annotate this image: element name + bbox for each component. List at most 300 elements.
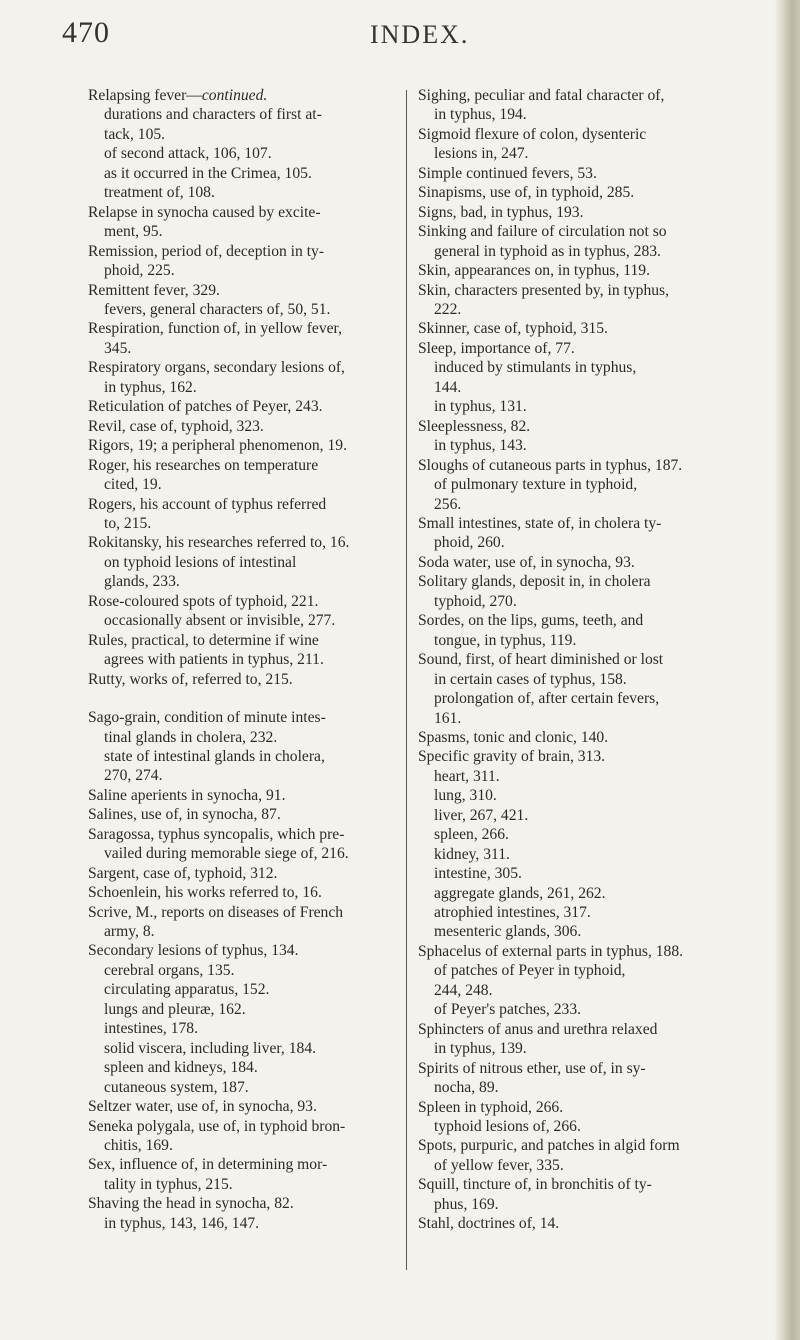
index-entry — [88, 1194, 406, 1213]
index-text: in typhus, 194. — [434, 106, 527, 124]
index-entry — [88, 961, 406, 980]
index-heading-line — [88, 203, 406, 222]
index-entry — [88, 358, 406, 397]
index-column-left — [88, 86, 406, 1233]
index-subentry-line — [418, 144, 763, 163]
index-text: Soda water, use of, in synocha, 93. — [418, 553, 635, 571]
index-text: in typhus, 131. — [434, 398, 527, 416]
index-text: Respiratory organs, secondary lesions of, — [88, 359, 345, 377]
index-text: Relapsing fever— — [88, 87, 202, 104]
index-heading-line — [88, 1117, 406, 1136]
index-text: Remittent fever, 329. — [88, 281, 220, 299]
index-text: Sargent, case of, typhoid, 312. — [88, 864, 278, 882]
index-text: typhoid, 270. — [434, 592, 517, 610]
index-text: Sleep, importance of, 77. — [418, 339, 575, 357]
index-entry — [418, 825, 763, 844]
index-text: circulating apparatus, 152. — [104, 981, 270, 999]
index-entry — [88, 631, 406, 670]
index-subentry-line — [88, 144, 406, 163]
index-heading-line — [418, 417, 763, 436]
index-subentry-line — [418, 1156, 763, 1175]
index-entry — [88, 980, 406, 999]
index-subentry-line — [88, 378, 406, 397]
index-entry — [418, 884, 763, 903]
index-text: fevers, general characters of, 50, 51. — [104, 300, 331, 318]
page-edge — [774, 0, 800, 1340]
index-text: in typhus, 143. — [434, 437, 527, 455]
index-entry — [418, 436, 763, 455]
index-text: typhoid lesions of, 266. — [434, 1118, 581, 1136]
index-heading-line — [88, 805, 406, 824]
index-subentry-line — [418, 670, 763, 689]
index-text: Salines, use of, in synocha, 87. — [88, 806, 281, 824]
index-subentry-line — [418, 631, 763, 650]
index-heading-line — [418, 650, 763, 669]
index-entry — [418, 281, 763, 320]
index-text: Squill, tincture of, in bronchitis of ty- — [418, 1176, 652, 1194]
index-text: Sago-grain, condition of minute intes- — [88, 709, 326, 727]
index-heading-line — [88, 1155, 406, 1174]
index-heading-line — [88, 708, 406, 727]
index-entry — [88, 495, 406, 534]
index-subentry-line — [88, 1000, 406, 1019]
index-subentry-line — [418, 922, 763, 941]
index-entry — [418, 1136, 763, 1175]
index-text: aggregate glands, 261, 262. — [434, 884, 606, 902]
index-heading-line — [418, 183, 763, 202]
index-subentry-line — [418, 786, 763, 805]
index-entry — [88, 670, 406, 689]
index-heading-line — [418, 125, 763, 144]
index-text: in typhus, 139. — [434, 1040, 527, 1058]
index-text: Secondary lesions of typhus, 134. — [88, 942, 299, 960]
index-text: Relapse in synocha caused by excite- — [88, 203, 321, 221]
index-text: Sighing, peculiar and fatal character of, — [418, 87, 665, 104]
index-entry — [88, 1058, 406, 1077]
index-subentry-line — [418, 358, 763, 377]
index-text: tinal glands in cholera, 232. — [104, 728, 278, 746]
index-subentry-line — [418, 397, 763, 416]
index-subentry-line — [418, 961, 763, 980]
index-text: phoid, 260. — [434, 534, 505, 552]
index-entry — [88, 786, 406, 805]
index-subentry-line — [418, 1078, 763, 1097]
index-entry — [88, 825, 406, 864]
index-text: Small intestines, state of, in cholera ty- — [418, 514, 662, 532]
index-heading-line — [88, 786, 406, 805]
index-subentry-line — [88, 183, 406, 202]
index-subentry-line — [418, 884, 763, 903]
index-heading-line — [418, 86, 763, 105]
index-entry — [418, 572, 763, 611]
index-entry — [88, 203, 406, 242]
index-entry — [418, 183, 763, 202]
index-heading-line — [418, 572, 763, 591]
index-text: of pulmonary texture in typhoid, — [434, 476, 638, 494]
index-heading-line — [88, 495, 406, 514]
index-subentry-line — [88, 261, 406, 280]
index-entry — [88, 533, 406, 552]
index-text: mesenteric glands, 306. — [434, 923, 582, 941]
index-heading-line — [418, 514, 763, 533]
index-text: Respiration, function of, in yellow fever, — [88, 320, 343, 338]
index-text: prolongation of, after certain fevers, — [434, 690, 660, 708]
index-text: Spasms, tonic and clonic, 140. — [418, 728, 609, 746]
index-entry — [88, 805, 406, 824]
index-entry — [418, 806, 763, 825]
index-text: glands, 233. — [104, 573, 180, 591]
index-text: kidney, 311. — [434, 845, 510, 863]
index-text: Skin, characters presented by, in typhus, — [418, 281, 670, 299]
index-text: cutaneous system, 187. — [104, 1078, 249, 1096]
index-subentry-line — [418, 436, 763, 455]
index-text: occasionally absent or invisible, 277. — [104, 612, 336, 630]
index-heading-line — [418, 1214, 763, 1233]
running-title: INDEX. — [370, 20, 470, 49]
index-subentry-line — [418, 903, 763, 922]
index-subentry-line — [88, 125, 406, 144]
index-text: Roger, his researches on temperature — [88, 456, 319, 474]
index-heading-line — [418, 281, 763, 300]
index-heading-line — [418, 456, 763, 475]
index-text: induced by stimulants in typhus, — [434, 359, 637, 377]
index-text: 144. — [434, 378, 462, 396]
index-subentry-line — [88, 514, 406, 533]
index-subentry-line — [88, 300, 406, 319]
index-heading-line — [88, 281, 406, 300]
index-entry — [88, 1078, 406, 1097]
index-subentry-line — [88, 844, 406, 863]
index-entry — [418, 611, 763, 650]
index-heading-line — [88, 1194, 406, 1213]
index-text: as it occurred in the Crimea, 105. — [104, 164, 312, 182]
index-heading-line — [88, 864, 406, 883]
index-entry — [418, 1059, 763, 1098]
index-subentry-line — [418, 378, 763, 397]
index-text: intestine, 305. — [434, 865, 522, 883]
index-text: Shaving the head in synocha, 82. — [88, 1195, 294, 1213]
index-entry — [88, 1155, 406, 1194]
index-text: state of intestinal glands in cholera, — [104, 747, 325, 765]
index-text: cited, 19. — [104, 476, 162, 494]
index-text: general in typhoid as in typhus, 283. — [434, 242, 661, 260]
index-entry — [418, 1098, 763, 1117]
page-number: 470 — [62, 16, 110, 49]
index-entry — [88, 436, 406, 455]
index-text: 161. — [434, 709, 462, 727]
index-subentry-line — [88, 611, 406, 630]
index-text: Sloughs of cutaneous parts in typhus, 187. — [418, 456, 683, 474]
index-subentry-line — [418, 105, 763, 124]
index-subentry-line — [418, 864, 763, 883]
index-entry — [418, 903, 763, 922]
index-entry — [88, 456, 406, 495]
index-subentry-line — [88, 339, 406, 358]
index-text: Sex, influence of, in determining mor- — [88, 1156, 328, 1174]
index-subentry-line — [418, 806, 763, 825]
index-entry — [88, 1019, 406, 1038]
index-heading-line — [88, 631, 406, 650]
index-text: Sound, first, of heart diminished or lost — [418, 651, 664, 669]
index-subentry-line — [418, 689, 763, 708]
index-subentry-line — [418, 767, 763, 786]
index-entry — [88, 1117, 406, 1156]
index-entry — [418, 689, 763, 728]
index-entry — [88, 941, 406, 960]
index-entry — [88, 708, 406, 747]
index-text: intestines, 178. — [104, 1020, 198, 1038]
continued-label: continued. — [201, 87, 268, 104]
index-entry — [88, 242, 406, 281]
index-entry — [418, 942, 763, 961]
index-subentry-line — [88, 728, 406, 747]
index-subentry-line — [88, 553, 406, 572]
index-subentry-line — [88, 105, 406, 124]
index-entry — [418, 922, 763, 941]
index-text: 345. — [104, 339, 132, 357]
index-heading-line — [418, 747, 763, 766]
index-subentry-line — [88, 1214, 406, 1233]
index-subentry-line — [88, 1078, 406, 1097]
index-heading-line — [418, 1020, 763, 1039]
index-heading-line — [418, 1136, 763, 1155]
index-entry — [418, 319, 763, 338]
index-text: lung, 310. — [434, 787, 497, 805]
index-heading-line — [88, 825, 406, 844]
index-text: durations and characters of first at- — [104, 106, 322, 124]
column-divider — [406, 90, 407, 1270]
index-subentry-line — [88, 1175, 406, 1194]
index-entry — [418, 456, 763, 475]
index-text: spleen and kidneys, 184. — [104, 1059, 258, 1077]
index-entry — [88, 1097, 406, 1116]
index-subentry-line — [88, 1039, 406, 1058]
index-entry — [418, 358, 763, 397]
index-entry — [418, 222, 763, 261]
index-text: tack, 105. — [104, 125, 166, 143]
index-text: of second attack, 106, 107. — [104, 145, 272, 163]
index-text: Saline aperients in synocha, 91. — [88, 786, 286, 804]
index-heading-line — [418, 339, 763, 358]
index-text: treatment of, 108. — [104, 184, 215, 202]
index-text: of Peyer's patches, 233. — [434, 1001, 582, 1019]
index-text: Reticulation of patches of Peyer, 243. — [88, 398, 323, 416]
index-heading-line — [88, 436, 406, 455]
index-text: Sinapisms, use of, in typhoid, 285. — [418, 184, 635, 202]
index-heading-line — [88, 242, 406, 261]
index-text: heart, 311. — [434, 767, 500, 785]
index-subentry-line — [88, 1136, 406, 1155]
index-entry — [418, 864, 763, 883]
index-subentry-line — [88, 766, 406, 785]
index-entry — [418, 339, 763, 358]
index-text: Scrive, M., reports on diseases of French — [88, 903, 344, 921]
index-text: Sleeplessness, 82. — [418, 417, 531, 435]
index-subentry-line — [418, 1000, 763, 1019]
index-entry — [88, 903, 406, 942]
index-heading-line — [418, 611, 763, 630]
index-entry — [418, 1214, 763, 1233]
index-text: Simple continued fevers, 53. — [418, 164, 597, 182]
index-text: phoid, 225. — [104, 262, 175, 280]
index-entry — [88, 1000, 406, 1019]
index-entry — [88, 864, 406, 883]
index-subentry-line — [418, 825, 763, 844]
index-text: nocha, 89. — [434, 1079, 499, 1097]
index-heading-line — [88, 903, 406, 922]
index-subentry-line — [88, 980, 406, 999]
index-text: of yellow fever, 335. — [434, 1156, 564, 1174]
index-heading-line — [418, 203, 763, 222]
index-heading-line — [88, 86, 406, 105]
index-text: Signs, bad, in typhus, 193. — [418, 203, 584, 221]
index-heading-line — [418, 1175, 763, 1194]
index-text: Rules, practical, to determine if wine — [88, 631, 319, 649]
index-subentry-line — [88, 572, 406, 591]
index-text: cerebral organs, 135. — [104, 961, 235, 979]
index-entry — [418, 747, 763, 766]
index-entry — [418, 767, 763, 786]
index-subentry-line — [418, 533, 763, 552]
index-text: Schoenlein, his works referred to, 16. — [88, 884, 322, 902]
index-heading-line — [88, 319, 406, 338]
index-text: 270, 274. — [104, 767, 163, 785]
index-subentry-line — [88, 1058, 406, 1077]
index-heading-line — [418, 1059, 763, 1078]
index-entry — [88, 144, 406, 163]
index-entry — [418, 417, 763, 436]
index-text: 256. — [434, 495, 462, 513]
index-entry — [418, 1000, 763, 1019]
index-text: Sphacelus of external parts in typhus, 188. — [418, 942, 684, 960]
index-entry — [418, 475, 763, 514]
index-text: atrophied intestines, 317. — [434, 904, 591, 922]
index-entry — [418, 553, 763, 572]
index-text: Solitary glands, deposit in, in cholera — [418, 573, 651, 591]
index-text: to, 215. — [104, 514, 152, 532]
index-heading-line — [88, 358, 406, 377]
index-subentry-line — [88, 222, 406, 241]
index-text: Spots, purpuric, and patches in algid form — [418, 1137, 680, 1155]
index-text: tongue, in typhus, 119. — [434, 631, 577, 649]
index-heading-line — [88, 397, 406, 416]
index-text: lungs and pleuræ, 162. — [104, 1000, 246, 1018]
index-subentry-line — [88, 1019, 406, 1038]
index-heading-line — [88, 941, 406, 960]
index-subentry-line — [418, 1117, 763, 1136]
index-subentry-line — [418, 1195, 763, 1214]
index-entry — [418, 397, 763, 416]
index-text: in typhus, 143, 146, 147. — [104, 1214, 260, 1232]
index-entry — [418, 650, 763, 689]
index-subentry-line — [418, 300, 763, 319]
index-entry — [88, 164, 406, 183]
index-entry — [418, 1020, 763, 1059]
index-entry — [418, 164, 763, 183]
index-subentry-line — [88, 961, 406, 980]
index-text: agrees with patients in typhus, 211. — [104, 651, 324, 669]
index-heading-line — [418, 222, 763, 241]
index-column-right — [418, 86, 763, 1234]
index-text: Spleen in typhoid, 266. — [418, 1098, 564, 1116]
index-heading-line — [418, 261, 763, 280]
index-entry — [418, 1117, 763, 1136]
index-text: 244, 248. — [434, 981, 493, 999]
index-text: chitis, 169. — [104, 1137, 173, 1155]
index-text: solid viscera, including liver, 184. — [104, 1039, 317, 1057]
index-text: spleen, 266. — [434, 826, 509, 844]
index-text: on typhoid lesions of intestinal — [104, 553, 297, 571]
index-text: liver, 267, 421. — [434, 806, 529, 824]
index-subentry-line — [88, 475, 406, 494]
index-entry — [88, 747, 406, 786]
index-subentry-line — [88, 922, 406, 941]
index-entry — [88, 183, 406, 202]
index-heading-line — [88, 456, 406, 475]
index-entry — [88, 105, 406, 144]
index-text: Seneka polygala, use of, in typhoid bron- — [88, 1117, 346, 1135]
index-text: Revil, case of, typhoid, 323. — [88, 417, 264, 435]
index-text: Rose-coloured spots of typhoid, 221. — [88, 592, 319, 610]
index-entry — [418, 728, 763, 747]
index-subentry-line — [88, 650, 406, 669]
index-subentry-line — [88, 747, 406, 766]
index-subentry-line — [418, 1039, 763, 1058]
index-text: Rogers, his account of typhus referred — [88, 495, 327, 513]
index-text: Remission, period of, deception in ty- — [88, 242, 325, 260]
index-entry — [418, 961, 763, 1000]
index-text: Sordes, on the lips, gums, teeth, and — [418, 612, 644, 630]
index-text: vailed during memorable siege of, 216. — [104, 845, 349, 863]
index-entry — [88, 397, 406, 416]
index-subentry-line — [418, 845, 763, 864]
index-entry — [418, 845, 763, 864]
index-text: Stahl, doctrines of, 14. — [418, 1215, 560, 1233]
index-entry — [88, 883, 406, 902]
index-heading-line — [88, 1097, 406, 1116]
index-text: of patches of Peyer in typhoid, — [434, 962, 626, 980]
index-entry — [418, 125, 763, 164]
index-entry — [418, 261, 763, 280]
index-entry — [88, 319, 406, 358]
index-heading-line — [88, 533, 406, 552]
index-entry — [88, 86, 406, 105]
index-text: Sigmoid flexure of colon, dysenteric — [418, 125, 647, 143]
index-text: Rutty, works of, referred to, 215. — [88, 670, 293, 688]
index-text: army, 8. — [104, 923, 155, 941]
index-subentry-line — [418, 495, 763, 514]
index-text: Spirits of nitrous ether, use of, in sy- — [418, 1059, 646, 1077]
index-text: Specific gravity of brain, 313. — [418, 748, 606, 766]
index-text: ment, 95. — [104, 223, 163, 241]
index-heading-line — [418, 942, 763, 961]
index-text: phus, 169. — [434, 1195, 499, 1213]
index-heading-line — [88, 592, 406, 611]
index-entry — [418, 86, 763, 125]
index-subentry-line — [418, 709, 763, 728]
index-text: in certain cases of typhus, 158. — [434, 670, 627, 688]
index-heading-line — [418, 319, 763, 338]
index-heading-line — [418, 553, 763, 572]
index-text: Rokitansky, his researches referred to, 16. — [88, 534, 350, 552]
index-entry — [418, 514, 763, 553]
index-heading-line — [88, 883, 406, 902]
index-subentry-line — [418, 981, 763, 1000]
index-subentry-line — [88, 164, 406, 183]
index-entry — [418, 203, 763, 222]
index-entry — [418, 786, 763, 805]
index-heading-line — [418, 1098, 763, 1117]
